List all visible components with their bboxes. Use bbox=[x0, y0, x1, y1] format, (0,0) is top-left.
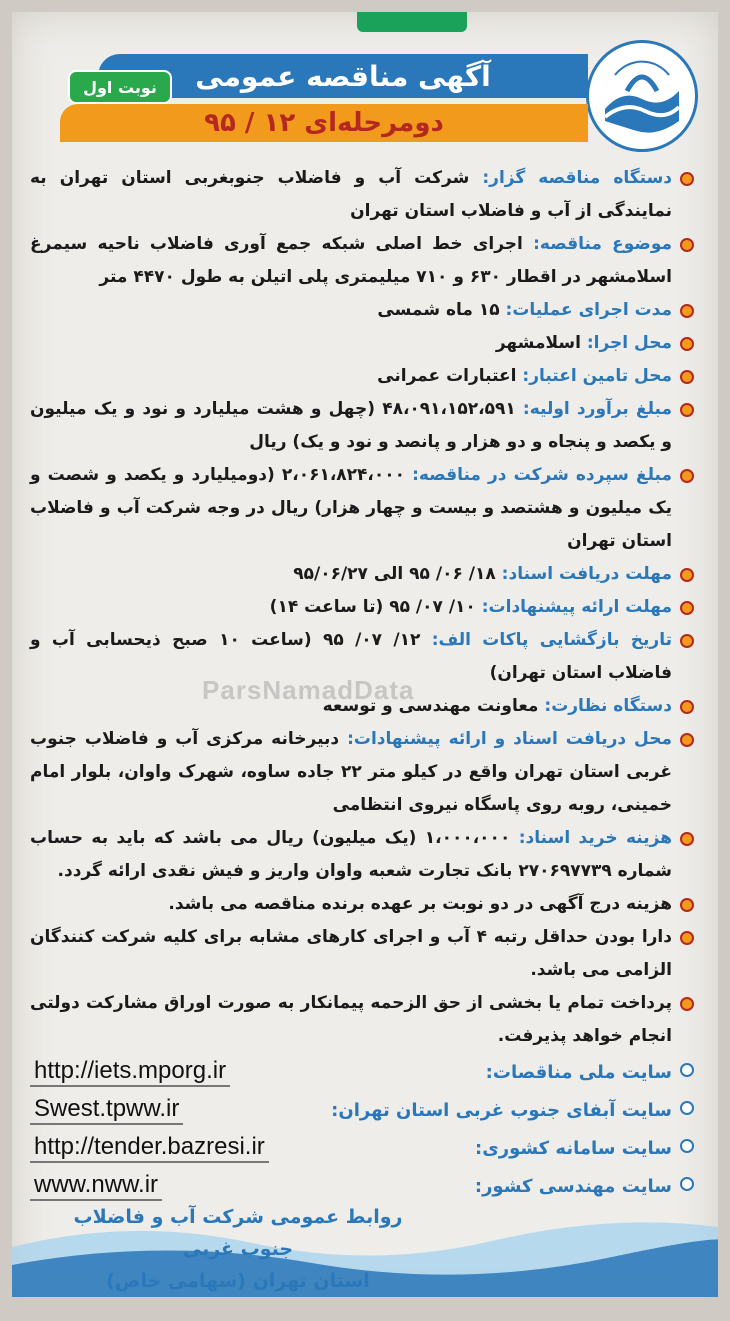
bullet-icon bbox=[680, 601, 694, 615]
detail-item: مبلغ برآورد اولیه: ۴۸،۰۹۱،۱۵۲،۵۹۱ (چهل و هشت میلیارد و نود و یک میلیون و یکصد و پنجاه و دو هزار و پانصد و نود و یک) ریال bbox=[30, 393, 694, 459]
bullet-icon bbox=[680, 1139, 694, 1153]
detail-item: دستگاه مناقصه گزار: شرکت آب و فاضلاب جنوبغربی استان تهران به نمایندگی از آب و فاضلاب استان تهران bbox=[30, 162, 694, 228]
website-link[interactable]: http://iets.mporg.ir bbox=[30, 1057, 230, 1087]
bullet-icon bbox=[680, 370, 694, 384]
detail-item: محل دریافت اسناد و ارائه پیشنهادات: دبیرخانه مرکزی آب و فاضلاب جنوب غربی استان تهران واقع در کیلو متر ۲۲ جاده ساوه، شهرک واوان، بلوار امام خمینی، روبه روی پاسگاه نیروی انتظامی bbox=[30, 723, 694, 822]
detail-item: موضوع مناقصه: اجرای خط اصلی شبکه جمع آوری فاضلاب ناحیه سیمرغ اسلامشهر در اقطار ۶۳۰ و ۷۱۰ میلیمتری پلی اتیلن به طول ۴۴۷۰ متر bbox=[30, 228, 694, 294]
website-row: سایت سامانه کشوری: http://tender.bazresi.ir bbox=[30, 1129, 694, 1167]
bullet-icon bbox=[680, 700, 694, 714]
tender-advertisement bbox=[12, 12, 718, 1297]
detail-item: محل اجرا: اسلامشهر bbox=[30, 327, 694, 360]
website-row: سایت ملی مناقصات: http://iets.mporg.ir bbox=[30, 1053, 694, 1091]
bullet-icon bbox=[680, 568, 694, 582]
bullet-icon bbox=[680, 337, 694, 351]
bullet-icon bbox=[680, 931, 694, 945]
bullet-icon bbox=[680, 1101, 694, 1115]
footer bbox=[12, 1187, 718, 1297]
header bbox=[42, 40, 698, 160]
bullet-icon bbox=[680, 403, 694, 417]
detail-item: مبلغ سپرده شرکت در مناقصه: ۲،۰۶۱،۸۲۴،۰۰۰ (دومیلیارد و یکصد و شصت و یک میلیون و هشتصد و بیست و چهار هزار) ریال در وجه شرکت آب و فاضلاب استان تهران bbox=[30, 459, 694, 558]
round-badge: نوبت اول bbox=[68, 70, 172, 104]
website-link[interactable]: http://tender.bazresi.ir bbox=[30, 1133, 269, 1163]
bullet-icon bbox=[680, 1063, 694, 1077]
detail-item: دستگاه نظارت: معاونت مهندسی و توسعه bbox=[30, 690, 694, 723]
bullet-icon bbox=[680, 997, 694, 1011]
bullet-icon bbox=[680, 238, 694, 252]
website-link[interactable]: www.nww.ir bbox=[30, 1171, 162, 1201]
bullet-icon bbox=[680, 634, 694, 648]
website-link[interactable]: Swest.tpww.ir bbox=[30, 1095, 183, 1125]
note-item: پرداخت تمام یا بخشی از حق الزحمه پیمانکار به صورت اوراق مشارکت دولتی انجام خواهد پذیرفت. bbox=[30, 987, 694, 1053]
bullet-icon bbox=[680, 832, 694, 846]
detail-item: مهلت دریافت اسناد: ۱۸/ ۰۶/ ۹۵ الی ۹۵/۰۶/۲۷ bbox=[30, 558, 694, 591]
ad-title: آگهی مناقصه عمومی bbox=[195, 59, 491, 93]
public-relations-signature: روابط عمومی شرکت آب و فاضلاب جنوب غربی استان تهران (سهامی خاص) bbox=[73, 1206, 403, 1292]
note-item: هزینه درج آگهی در دو نوبت بر عهده برنده مناقصه می باشد. bbox=[30, 888, 694, 921]
top-tab-decoration bbox=[357, 12, 467, 32]
bullet-icon bbox=[680, 469, 694, 483]
water-company-logo bbox=[586, 40, 698, 152]
bullet-icon bbox=[680, 898, 694, 912]
bullet-icon bbox=[680, 172, 694, 186]
website-row: سایت آبفای جنوب غربی استان تهران: Swest.tpww.ir bbox=[30, 1091, 694, 1129]
detail-item: محل تامین اعتبار: اعتبارات عمرانی bbox=[30, 360, 694, 393]
watermark: ParsNamadData bbox=[202, 675, 415, 705]
detail-item: هزینه خرید اسناد: ۱،۰۰۰،۰۰۰ (یک میلیون) ریال می باشد که باید به حساب شماره ۲۷۰۶۹۷۷۳۹ بانک تجارت شعبه واوان واریز و فیش نقدی ارائه گردد. bbox=[30, 822, 694, 888]
note-item: دارا بودن حداقل رتبه ۴ آب و اجرای کارهای مشابه برای کلیه شرکت کنندگان الزامی می باشد. bbox=[30, 921, 694, 987]
ad-subtitle: دومرحله‌ای ۱۲ / ۹۵ bbox=[204, 108, 444, 138]
subtitle-band bbox=[60, 104, 588, 142]
bullet-icon bbox=[680, 733, 694, 747]
website-row: سایت مهندسی کشور: www.nww.ir bbox=[30, 1167, 694, 1205]
detail-item: تاریخ بازگشایی پاکات الف: ۱۲/ ۰۷/ ۹۵ (ساعت ۱۰ صبح ذیحسابی آب و فاضلاب استان تهران) bbox=[30, 624, 694, 690]
bullet-icon bbox=[680, 304, 694, 318]
detail-item: مدت اجرای عملیات: ۱۵ ماه شمسی bbox=[30, 294, 694, 327]
detail-item: مهلت ارائه پیشنهادات: ۱۰/ ۰۷/ ۹۵ (تا ساعت ۱۴) bbox=[30, 591, 694, 624]
